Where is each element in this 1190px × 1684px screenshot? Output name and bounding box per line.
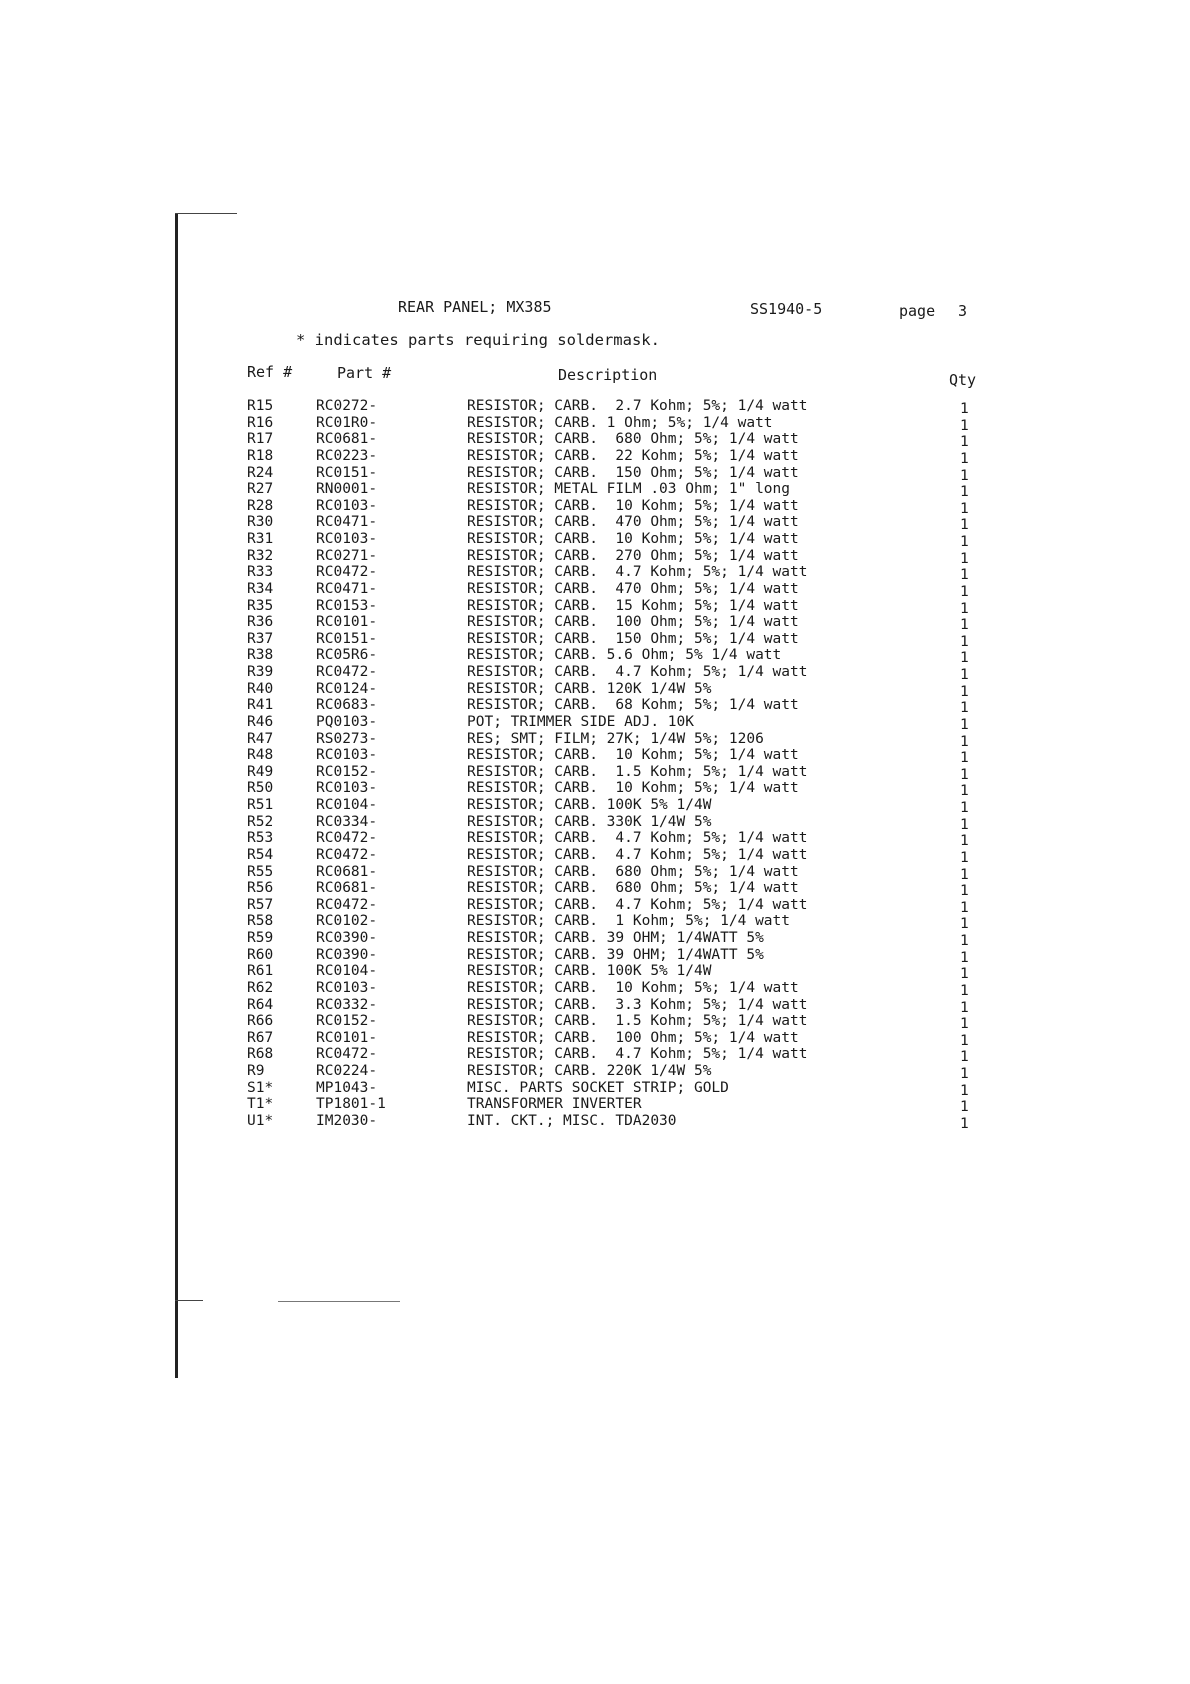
description-cell: RESISTOR; CARB. 680 Ohm; 5%; 1/4 watt (467, 863, 799, 880)
qty-cell: 1 (960, 750, 969, 767)
ref-cell: R46 (247, 713, 274, 730)
part-number-cell: RC0471- (316, 580, 378, 597)
part-number-cell: RC0332- (316, 996, 378, 1013)
page-number: 3 (958, 302, 968, 320)
qty-cell: 1 (960, 401, 969, 417)
qty-cell: 1 (960, 966, 969, 983)
table-row (0, 448, 1190, 465)
scan-border-bottom-tick (175, 1300, 203, 1301)
ref-cell: R34 (247, 580, 274, 597)
ref-cell: R53 (247, 830, 274, 847)
description-cell: RESISTOR; CARB. 4.7 Kohm; 5%; 1/4 watt (467, 564, 808, 581)
description-cell: RESISTOR; CARB. 150 Ohm; 5%; 1/4 watt (467, 630, 799, 647)
ref-cell: U1* (247, 1112, 274, 1129)
description-cell: RESISTOR; CARB. 330K 1/4W 5% (467, 813, 712, 830)
part-number-cell: RC0334- (316, 813, 378, 830)
table-row (0, 681, 1190, 698)
description-cell: RESISTOR; CARB. 100K 5% 1/4W (467, 963, 712, 980)
table-row (0, 913, 1190, 933)
ref-cell: R15 (247, 398, 274, 414)
part-number-cell: RC0390- (316, 946, 378, 963)
description-cell: TRANSFORMER INVERTER (467, 1096, 642, 1113)
qty-cell: 1 (960, 982, 969, 999)
qty-cell: 1 (960, 534, 969, 550)
table-row (0, 731, 1190, 748)
qty-cell: 1 (960, 1115, 969, 1132)
description-cell: RESISTOR; CARB. 39 OHM; 1/4WATT 5% (467, 930, 764, 946)
ref-cell: T1* (247, 1096, 274, 1113)
part-number-cell: MP1043- (316, 1079, 378, 1096)
qty-cell: 1 (960, 484, 969, 501)
table-row (0, 631, 1190, 648)
ref-cell: R67 (247, 1029, 274, 1046)
part-number-cell: RC0103- (316, 747, 378, 764)
part-number-cell: RC0472- (316, 830, 378, 847)
description-cell: RESISTOR; CARB. 5.6 Ohm; 5% 1/4 watt (467, 647, 782, 664)
table-row (0, 780, 1190, 800)
ref-cell: R50 (247, 780, 274, 797)
table-row (0, 930, 1190, 947)
table-row (0, 830, 1190, 850)
description-cell: RESISTOR; CARB. 1.5 Kohm; 5%; 1/4 watt (467, 763, 808, 780)
ref-cell: R58 (247, 913, 274, 930)
table-row (0, 864, 1190, 881)
table-row (0, 947, 1190, 964)
table-row (0, 415, 1190, 432)
ref-cell: R56 (247, 880, 274, 897)
table-row (0, 498, 1190, 515)
part-number-cell: RC0223- (316, 447, 378, 464)
description-cell: RESISTOR; CARB. 10 Kohm; 5%; 1/4 watt (467, 979, 799, 996)
part-number-cell: RC0472- (316, 1046, 378, 1063)
part-number-cell: RC0390- (316, 930, 378, 946)
qty-cell: 1 (960, 1049, 969, 1066)
part-number-cell: RC0151- (316, 464, 378, 481)
table-row (0, 1113, 1190, 1130)
part-number-cell: RC0472- (316, 664, 378, 680)
description-cell: RESISTOR; CARB. 100K 5% 1/4W (467, 797, 712, 813)
table-row (0, 1030, 1190, 1047)
ref-cell: R47 (247, 730, 274, 747)
ref-cell: R54 (247, 846, 274, 863)
ref-cell: R37 (247, 630, 274, 647)
document-title: REAR PANEL; MX385 (398, 298, 552, 316)
description-cell: RESISTOR; CARB. 10 Kohm; 5%; 1/4 watt (467, 747, 799, 764)
table-row (0, 581, 1190, 598)
description-cell: RES; SMT; FILM; 27K; 1/4W 5%; 1206 (467, 730, 764, 747)
qty-cell: 1 (960, 999, 969, 1016)
ref-cell: R60 (247, 946, 274, 963)
ref-cell: R30 (247, 514, 274, 531)
qty-cell: 1 (960, 1099, 969, 1116)
description-cell: RESISTOR; CARB. 1.5 Kohm; 5%; 1/4 watt (467, 1013, 808, 1030)
description-cell: POT; TRIMMER SIDE ADJ. 10K (467, 713, 694, 730)
qty-cell: 1 (960, 849, 969, 866)
table-row (0, 980, 1190, 997)
part-number-cell: RC0151- (316, 630, 378, 647)
table-row (0, 598, 1190, 615)
table-row (0, 647, 1190, 667)
ref-cell: R32 (247, 547, 274, 564)
qty-cell: 1 (960, 1066, 969, 1082)
part-number-cell: RC0472- (316, 896, 378, 913)
footer-rule (278, 1301, 400, 1302)
description-cell: RESISTOR; CARB. 39 OHM; 1/4WATT 5% (467, 946, 764, 963)
part-number-cell: IM2030- (316, 1112, 378, 1129)
qty-cell: 1 (960, 899, 969, 916)
part-number-cell: RC0272- (316, 398, 378, 414)
ref-cell: R61 (247, 963, 274, 980)
table-row (0, 548, 1190, 565)
qty-cell: 1 (960, 916, 969, 933)
qty-cell: 1 (960, 467, 969, 484)
qty-cell: 1 (960, 816, 969, 833)
table-row (0, 614, 1190, 634)
part-number-cell: RC0124- (316, 680, 378, 697)
table-row (0, 963, 1190, 983)
part-number-cell: RC0104- (316, 963, 378, 980)
table-row (0, 697, 1190, 717)
ref-cell: R66 (247, 1013, 274, 1030)
part-number-cell: RC0681- (316, 863, 378, 880)
description-cell: RESISTOR; CARB. 120K 1/4W 5% (467, 680, 712, 697)
table-row (0, 465, 1190, 482)
description-cell: RESISTOR; CARB. 680 Ohm; 5%; 1/4 watt (467, 431, 799, 448)
ref-cell: R38 (247, 647, 274, 664)
part-number-cell: RC0103- (316, 780, 378, 797)
table-row (0, 564, 1190, 584)
ref-cell: R27 (247, 481, 274, 498)
ref-cell: R17 (247, 431, 274, 448)
ref-cell: R55 (247, 863, 274, 880)
part-number-cell: RC0152- (316, 763, 378, 780)
qty-cell: 1 (960, 883, 969, 900)
table-row (0, 714, 1190, 731)
description-cell: INT. CKT.; MISC. TDA2030 (467, 1112, 677, 1129)
description-cell: RESISTOR; CARB. 10 Kohm; 5%; 1/4 watt (467, 780, 799, 797)
description-cell: RESISTOR; CARB. 68 Kohm; 5%; 1/4 watt (467, 697, 799, 714)
qty-cell: 1 (960, 733, 969, 750)
description-cell: RESISTOR; CARB. 4.7 Kohm; 5%; 1/4 watt (467, 846, 808, 863)
description-cell: RESISTOR; CARB. 15 Kohm; 5%; 1/4 watt (467, 597, 799, 614)
description-cell: MISC. PARTS SOCKET STRIP; GOLD (467, 1079, 729, 1096)
table-row (0, 398, 1190, 415)
part-number-cell: RS0273- (316, 730, 378, 747)
ref-cell: R33 (247, 564, 274, 581)
description-cell: RESISTOR; CARB. 100 Ohm; 5%; 1/4 watt (467, 1029, 799, 1046)
qty-cell: 1 (960, 667, 969, 683)
ref-cell: R64 (247, 996, 274, 1013)
description-cell: RESISTOR; CARB. 150 Ohm; 5%; 1/4 watt (467, 464, 799, 481)
table-row (0, 814, 1190, 831)
part-number-cell: RC0153- (316, 597, 378, 614)
part-number-cell: RC0102- (316, 913, 378, 930)
qty-cell: 1 (960, 517, 969, 534)
part-number-cell: RC05R6- (316, 647, 378, 664)
description-cell: RESISTOR; CARB. 10 Kohm; 5%; 1/4 watt (467, 497, 799, 514)
table-row (0, 897, 1190, 914)
ref-cell: R39 (247, 664, 274, 680)
ref-cell: R41 (247, 697, 274, 714)
description-cell: RESISTOR; METAL FILM .03 Ohm; 1" long (467, 481, 791, 498)
description-cell: RESISTOR; CARB. 1 Kohm; 5%; 1/4 watt (467, 913, 791, 930)
parts-list (0, 398, 1190, 1130)
ref-cell: S1* (247, 1079, 274, 1096)
part-number-cell: PQ0103- (316, 713, 378, 730)
description-cell: RESISTOR; CARB. 100 Ohm; 5%; 1/4 watt (467, 614, 799, 631)
part-number-cell: RC0103- (316, 497, 378, 514)
part-number-cell: RC0681- (316, 880, 378, 897)
ref-cell: R57 (247, 896, 274, 913)
part-number-cell: RN0001- (316, 481, 378, 498)
ref-cell: R24 (247, 464, 274, 481)
qty-cell: 1 (960, 933, 969, 949)
table-row (0, 1080, 1190, 1097)
qty-cell: 1 (960, 683, 969, 700)
qty-cell: 1 (960, 417, 969, 434)
qty-cell: 1 (960, 1016, 969, 1033)
part-number-cell: RC0224- (316, 1063, 378, 1079)
qty-cell: 1 (960, 1082, 969, 1099)
description-cell: RESISTOR; CARB. 2.7 Kohm; 5%; 1/4 watt (467, 398, 808, 414)
description-cell: RESISTOR; CARB. 4.7 Kohm; 5%; 1/4 watt (467, 830, 808, 847)
ref-cell: R31 (247, 531, 274, 547)
qty-cell: 1 (960, 700, 969, 717)
qty-cell: 1 (960, 716, 969, 733)
qty-cell: 1 (960, 783, 969, 800)
part-number-cell: RC0472- (316, 564, 378, 581)
qty-cell: 1 (960, 949, 969, 966)
table-row (0, 481, 1190, 501)
scan-border-top-tick (175, 213, 237, 214)
part-number-cell: RC0683- (316, 697, 378, 714)
table-row (0, 431, 1190, 451)
document-number: SS1940-5 (750, 300, 823, 318)
ref-cell: R62 (247, 979, 274, 996)
description-cell: RESISTOR; CARB. 1 Ohm; 5%; 1/4 watt (467, 414, 773, 431)
qty-cell: 1 (960, 617, 969, 634)
ref-cell: R52 (247, 813, 274, 830)
column-header-description: Description (558, 366, 658, 384)
qty-cell: 1 (960, 583, 969, 600)
ref-cell: R40 (247, 680, 274, 697)
ref-cell: R35 (247, 597, 274, 614)
ref-cell: R51 (247, 797, 274, 813)
column-header-part: Part # (337, 364, 392, 382)
description-cell: RESISTOR; CARB. 220K 1/4W 5% (467, 1063, 712, 1079)
description-cell: RESISTOR; CARB. 4.7 Kohm; 5%; 1/4 watt (467, 664, 808, 680)
qty-cell: 1 (960, 450, 969, 467)
part-number-cell: RC0103- (316, 531, 378, 547)
qty-cell: 1 (960, 633, 969, 650)
part-number-cell: RC0152- (316, 1013, 378, 1030)
table-row (0, 764, 1190, 781)
table-row (0, 747, 1190, 767)
qty-cell: 1 (960, 1032, 969, 1049)
table-row (0, 664, 1190, 681)
table-row (0, 880, 1190, 900)
description-cell: RESISTOR; CARB. 470 Ohm; 5%; 1/4 watt (467, 514, 799, 531)
table-row (0, 847, 1190, 864)
description-cell: RESISTOR; CARB. 4.7 Kohm; 5%; 1/4 watt (467, 896, 808, 913)
table-row (0, 1046, 1190, 1066)
qty-cell: 1 (960, 600, 969, 617)
qty-cell: 1 (960, 766, 969, 783)
qty-cell: 1 (960, 650, 969, 667)
description-cell: RESISTOR; CARB. 270 Ohm; 5%; 1/4 watt (467, 547, 799, 564)
part-number-cell: RC0103- (316, 979, 378, 996)
table-row (0, 797, 1190, 814)
part-number-cell: RC0472- (316, 846, 378, 863)
part-number-cell: RC0681- (316, 431, 378, 448)
description-cell: RESISTOR; CARB. 3.3 Kohm; 5%; 1/4 watt (467, 996, 808, 1013)
ref-cell: R16 (247, 414, 274, 431)
table-row (0, 1096, 1190, 1116)
table-row (0, 514, 1190, 534)
description-cell: RESISTOR; CARB. 10 Kohm; 5%; 1/4 watt (467, 531, 799, 547)
ref-cell: R59 (247, 930, 274, 946)
table-row (0, 1013, 1190, 1033)
qty-cell: 1 (960, 500, 969, 517)
description-cell: RESISTOR; CARB. 4.7 Kohm; 5%; 1/4 watt (467, 1046, 808, 1063)
part-number-cell: RC0101- (316, 1029, 378, 1046)
part-number-cell: RC0471- (316, 514, 378, 531)
table-row (0, 1063, 1190, 1080)
part-number-cell: RC0104- (316, 797, 378, 813)
qty-cell: 1 (960, 800, 969, 816)
soldermask-note: * indicates parts requiring soldermask. (296, 331, 660, 349)
column-header-qty: Qty (949, 371, 977, 389)
ref-cell: R68 (247, 1046, 274, 1063)
ref-cell: R18 (247, 447, 274, 464)
ref-cell: R48 (247, 747, 274, 764)
ref-cell: R9 (247, 1063, 265, 1079)
part-number-cell: RC0101- (316, 614, 378, 631)
description-cell: RESISTOR; CARB. 22 Kohm; 5%; 1/4 watt (467, 447, 799, 464)
ref-cell: R28 (247, 497, 274, 514)
part-number-cell: RC0271- (316, 547, 378, 564)
table-row (0, 531, 1190, 548)
qty-cell: 1 (960, 434, 969, 451)
description-cell: RESISTOR; CARB. 680 Ohm; 5%; 1/4 watt (467, 880, 799, 897)
table-row (0, 997, 1190, 1014)
ref-cell: R49 (247, 763, 274, 780)
qty-cell: 1 (960, 833, 969, 850)
description-cell: RESISTOR; CARB. 470 Ohm; 5%; 1/4 watt (467, 580, 799, 597)
page-label: page (899, 302, 936, 320)
qty-cell: 1 (960, 567, 969, 584)
qty-cell: 1 (960, 866, 969, 883)
qty-cell: 1 (960, 550, 969, 567)
part-number-cell: RC01R0- (316, 414, 378, 431)
column-header-ref: Ref # (247, 363, 293, 381)
ref-cell: R36 (247, 614, 274, 631)
part-number-cell: TP1801-1 (316, 1096, 386, 1113)
